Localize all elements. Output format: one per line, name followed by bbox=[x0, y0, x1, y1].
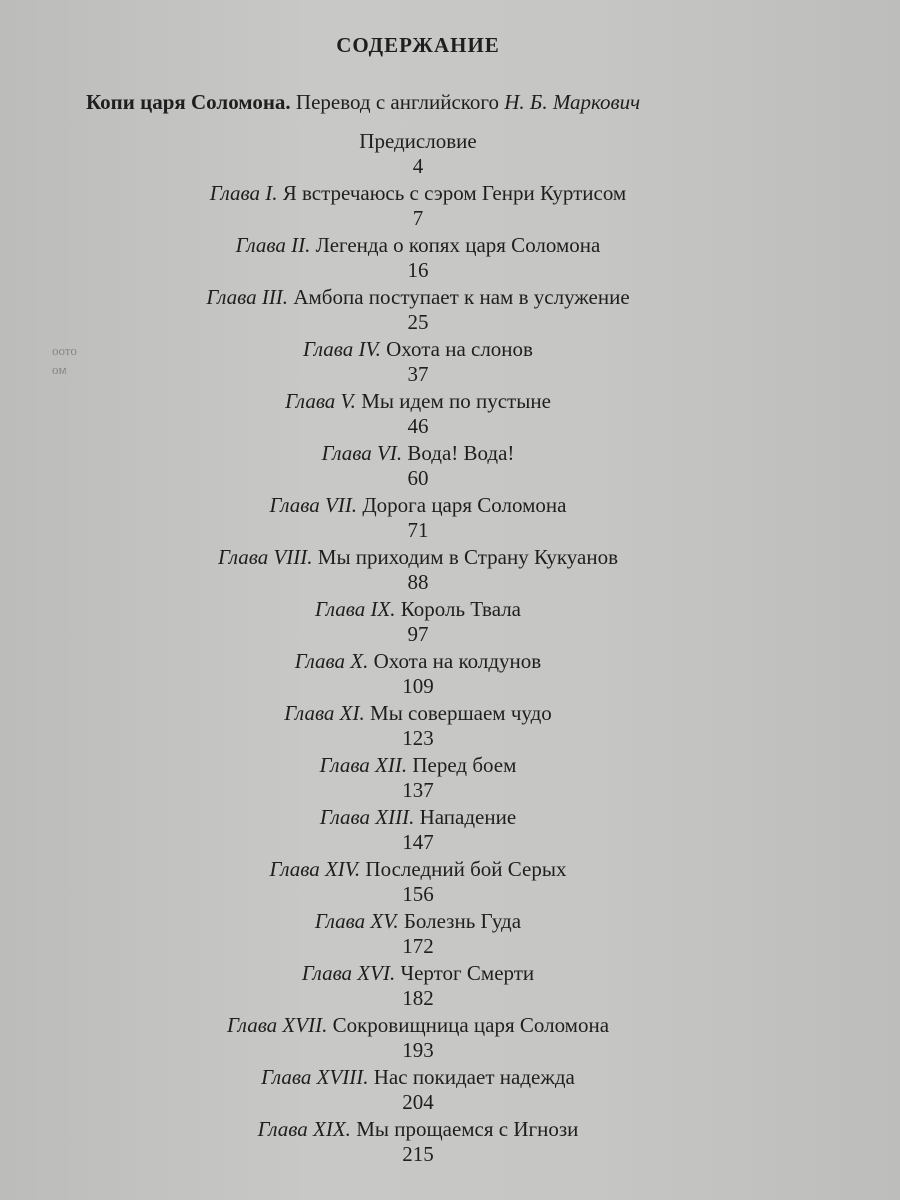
page-number: 88 bbox=[407, 570, 429, 594]
toc-entry-line bbox=[0, 336, 836, 362]
toc-entry bbox=[0, 1064, 836, 1116]
chapter-title: Король Твала bbox=[400, 597, 521, 621]
chapter-number: Глава XV. bbox=[314, 909, 399, 933]
chapter-number: Глава XIV. bbox=[269, 857, 361, 881]
toc-entry bbox=[0, 648, 836, 700]
chapter-title: Дорога царя Соломона bbox=[362, 493, 567, 517]
toc-entry-line bbox=[0, 960, 836, 986]
page-number: 204 bbox=[402, 1090, 434, 1114]
chapter-title: Болезнь Гуда bbox=[403, 909, 522, 933]
page-title: СОДЕРЖАНИЕ bbox=[336, 33, 500, 57]
toc-entry bbox=[0, 700, 836, 752]
chapter-title: Мы приходим в Страну Кукуанов bbox=[317, 545, 618, 569]
toc-entry-line bbox=[0, 700, 836, 726]
toc-entry bbox=[0, 232, 836, 284]
toc-entry-line bbox=[0, 804, 836, 830]
page-number: 60 bbox=[407, 466, 429, 490]
toc-entry bbox=[0, 752, 836, 804]
toc-entry bbox=[0, 284, 836, 336]
chapter-title: Мы идем по пустыне bbox=[361, 389, 551, 413]
toc-entry-line bbox=[0, 128, 836, 154]
toc-entry bbox=[0, 960, 836, 1012]
chapter-title: Перед боем bbox=[412, 753, 517, 777]
toc-entry-line bbox=[0, 544, 836, 570]
toc-entry-line bbox=[0, 908, 836, 934]
book-title: Копи царя Соломона. bbox=[86, 90, 291, 114]
chapter-title: Мы прощаемся с Игнози bbox=[356, 1117, 579, 1141]
toc-entry bbox=[0, 544, 836, 596]
translator-name: Н. Б. Маркович bbox=[504, 90, 641, 114]
chapter-title: Предисловие bbox=[359, 129, 477, 153]
chapter-number: Глава XIX. bbox=[257, 1117, 351, 1141]
chapter-number: Глава XVI. bbox=[301, 961, 396, 985]
page-number: 182 bbox=[402, 986, 434, 1010]
chapter-title: Мы совершаем чудо bbox=[370, 701, 552, 725]
page-number: 172 bbox=[402, 934, 434, 958]
chapter-title: Сокровищница царя Соломона bbox=[332, 1013, 610, 1037]
chapter-number: Глава IX. bbox=[314, 597, 396, 621]
margin-mark: мо bbox=[52, 362, 67, 377]
page-number: 147 bbox=[402, 830, 434, 854]
page-number: 215 bbox=[402, 1142, 434, 1166]
chapter-title: Нас покидает надежда bbox=[373, 1065, 575, 1089]
toc-entry bbox=[0, 856, 836, 908]
toc-entry-line bbox=[0, 596, 836, 622]
chapter-number: Глава XVIII. bbox=[261, 1065, 369, 1089]
chapter-title: Последний бой Серых bbox=[365, 857, 567, 881]
page-number: 37 bbox=[407, 362, 429, 386]
page-number: 109 bbox=[402, 674, 434, 698]
chapter-title: Охота на слонов bbox=[386, 337, 533, 361]
toc-entry-line bbox=[0, 492, 836, 518]
toc-entry bbox=[0, 596, 836, 648]
toc-entry bbox=[0, 804, 836, 856]
page-number: 71 bbox=[407, 518, 429, 542]
page-number: 193 bbox=[402, 1038, 434, 1062]
translation-note: Перевод с английского bbox=[295, 90, 500, 114]
toc-entry bbox=[0, 128, 836, 180]
toc-entry bbox=[0, 336, 836, 388]
page-number: 97 bbox=[407, 622, 429, 646]
toc-entry-line bbox=[0, 440, 836, 466]
chapter-number: Глава XIII. bbox=[319, 805, 415, 829]
page-number: 4 bbox=[412, 154, 424, 178]
toc-entry bbox=[0, 908, 836, 960]
chapter-number: Глава XVII. bbox=[226, 1013, 328, 1037]
page-number: 25 bbox=[407, 310, 429, 334]
chapter-title: Амбопа поступает к нам в услужение bbox=[293, 285, 630, 309]
chapter-number: Глава VIII. bbox=[217, 545, 313, 569]
chapter-title: Легенда о копях царя Соломона bbox=[315, 233, 601, 257]
page-number: 137 bbox=[402, 778, 434, 802]
chapter-number: Глава XI. bbox=[284, 701, 365, 725]
toc-entry bbox=[0, 1012, 836, 1064]
table-of-contents bbox=[0, 128, 836, 1168]
toc-entry bbox=[0, 1116, 836, 1168]
chapter-number: Глава VI. bbox=[321, 441, 403, 465]
page-number: 7 bbox=[412, 206, 424, 230]
toc-entry-line bbox=[0, 856, 836, 882]
chapter-number: Глава III. bbox=[206, 285, 289, 309]
page-number: 123 bbox=[402, 726, 434, 750]
toc-entry bbox=[0, 492, 836, 544]
chapter-title: Я встречаюсь с сэром Генри Куртисом bbox=[282, 181, 627, 205]
margin-mark: отоо bbox=[52, 343, 77, 358]
chapter-number: Глава V. bbox=[285, 389, 356, 413]
chapter-number: Глава XII. bbox=[319, 753, 408, 777]
toc-entry bbox=[0, 180, 836, 232]
chapter-title: Нападение bbox=[419, 805, 517, 829]
toc-entry-line bbox=[0, 180, 836, 206]
chapter-number: Глава II. bbox=[235, 233, 311, 257]
toc-entry-line bbox=[0, 752, 836, 778]
chapter-title: Чертог Смерти bbox=[400, 961, 535, 985]
book-heading bbox=[86, 88, 786, 116]
page-number: 156 bbox=[402, 882, 434, 906]
toc-entry-line bbox=[0, 1064, 836, 1090]
toc-entry-line bbox=[0, 284, 836, 310]
toc-entry-line bbox=[0, 1012, 836, 1038]
toc-entry-line bbox=[0, 388, 836, 414]
chapter-number: Глава X. bbox=[294, 649, 369, 673]
chapter-number: Глава IV. bbox=[303, 337, 381, 361]
page-number: 16 bbox=[407, 258, 429, 282]
toc-entry bbox=[0, 388, 836, 440]
chapter-number: Глава I. bbox=[209, 181, 278, 205]
toc-entry-line bbox=[0, 648, 836, 674]
page-number: 46 bbox=[407, 414, 429, 438]
toc-entry-line bbox=[0, 1116, 836, 1142]
toc-entry-line bbox=[0, 232, 836, 258]
chapter-title: Вода! Вода! bbox=[407, 441, 515, 465]
chapter-number: Глава VII. bbox=[269, 493, 358, 517]
toc-entry bbox=[0, 440, 836, 492]
chapter-title: Охота на колдунов bbox=[373, 649, 542, 673]
